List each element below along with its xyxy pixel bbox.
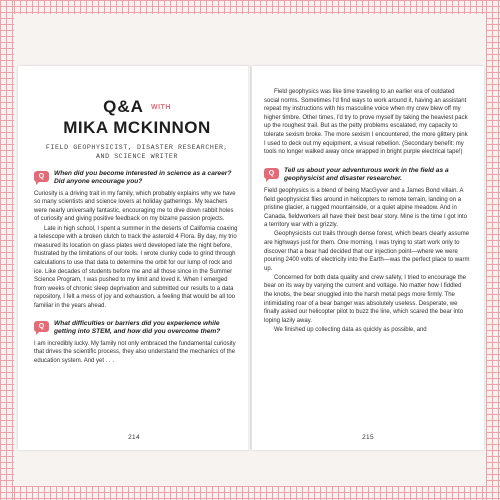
question-badge-icon: Q: [264, 168, 279, 179]
grid-band-top: [14, 0, 486, 14]
question-block: [34, 320, 240, 337]
qa-heading: [34, 98, 240, 117]
question-badge-icon: Q: [34, 171, 49, 182]
answer-paragraph: We finished up collecting data as quickly as possible, and: [274, 326, 427, 333]
left-page-content: [34, 76, 240, 365]
question-text: Tell us about your adventurous work in the field as a geophysicist and disaster researcher.: [284, 166, 449, 183]
interviewee-name: MIKA MCKINNON: [63, 117, 211, 137]
question-badge-icon: Q: [34, 321, 49, 332]
grid-edge-right: [486, 0, 500, 500]
grid-edge-left: [0, 0, 14, 500]
question-block: [264, 167, 470, 184]
page-number-left: 214: [128, 434, 140, 441]
question-block: [34, 170, 240, 187]
page-number-right: 215: [362, 434, 374, 441]
qa-heading-with: WITH: [151, 103, 171, 111]
right-page-content: [264, 76, 470, 335]
qa-heading-main: Q&A: [103, 97, 144, 116]
question-text: When did you become interested in science as a career? Did anyone encourage you?: [54, 169, 232, 186]
question-text: What difficulties or barriers did you experience while getting into STEM, and how did you overcome them?: [54, 319, 221, 336]
answer-paragraph: Late in high school, I spent a summer in the deserts of California coaxing a telescope with a broken clutch to track the asteroid 4 Flora. By day, my trio measured its location on glass plates we'd developed late the night before, frustrated by the limitations of our tools. I wrote clunky code to grind through calculations to use that data to determine the orbit for our lump of rock and ice. Like decades of students before me and all those since in the Summer Science Program, I was pushed to my limit and loved it. When I emerged from weeks of chronic sleep deprivation and submitted our results to a data repository, I felt a mess of joy and exhaustion, a feeling that would be all too familiar in the years ahead.: [34, 225, 238, 309]
left-page: [18, 66, 250, 450]
interviewee-subtitle: FIELD GEOPHYSICIST, DISASTER RESEARCHER, AND SCIENCE WRITER: [45, 143, 229, 160]
answer-paragraph: Curiosity is a driving trait in my family, which probably explains why we have so many scientists and science lovers at holiday gatherings. My teachers were nearly universally fantastic, encouraging me to dive down rabbit holes of curiosity and giving positive feedback on my bizarre passion projects.: [34, 190, 236, 223]
answer-paragraph: Concerned for both data quality and crew safety, I tried to encourage the bear on its way by varying the current and voltage. No matter how I fiddled the knobs, the bear snuggled into the harsh metal pegs more firmly. The intimidating roar of a bear banger was absolutely useless. Desperate, we finally asked our helicopter pilot to buzz the line, which scared the bear into loping lazily away.: [264, 274, 467, 324]
answer-paragraph: Geophysicists cut trails through dense forest, which bears clearly assume are highways just for them. One morning, I was trying to start work only to discover that a bear had decided that our injection point—where we were pouring 2400 volts of electricity into the Earth—was the perfect place to warm up.: [264, 231, 470, 272]
right-page: [252, 66, 484, 450]
answer-paragraph: Field geophysics is a blend of being MacGyver and a James Bond villain. A field geophysicist flies around in helicopters to remote terrain, landing on a pristine glacier, a rugged mountainside, or a quiet alpine meadow. And in Canada, fieldworkers all have their best bear story. Mine is the time I got into a territory war with a grizzly.: [264, 187, 467, 229]
answer-paragraph: Field geophysics was like time traveling to an earlier era of outdated social norms. Sometimes I'd find ways to work around it, having an assistant repeat my instructions with his masculine voice when my crew blew off my higher timbre. Other times, I'd try to prove myself by taking the heaviest pack up the roughest trail. But as the petty problems escalated, my capacity to tolerate sexism broke. The more sexism I encountered, the more glittery pink I used to deck out my equipment, a visual rebellion. (Secondary benefit: my tools no longer walked away once wrapped in bright purple electrical tape!): [264, 89, 468, 156]
grid-band-bottom: [14, 486, 486, 500]
answer-paragraph: I am incredibly lucky. My family not only embraced the fundamental curiosity that drives the scientific process, they also understand the mechanics of the education system. And yet . . .: [34, 340, 236, 364]
